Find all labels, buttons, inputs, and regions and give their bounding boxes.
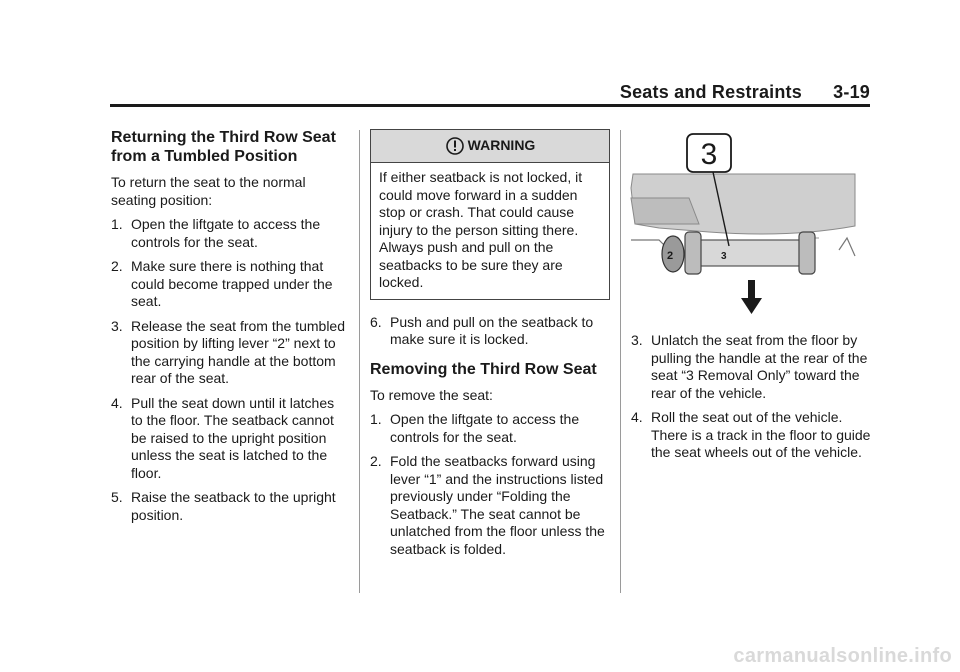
lever-2-label: 2 [667, 250, 674, 262]
warning-icon [445, 136, 465, 156]
column-1 [111, 128, 349, 531]
returning-seat-heading: Returning the Third Row Seat from a Tumbled Position [111, 129, 336, 165]
list-item: 4. Roll the seat out of the vehicle. There is a track in the floor to guide the seat wheels out of the vehicle. [631, 409, 871, 460]
list-item: 3. Release the seat from the tumbled position by lifting lever “2” next to the carrying handle at the bottom rear of the seat. [111, 317, 346, 386]
removing-seat-intro: To remove the seat: [370, 386, 493, 403]
column-3 [631, 128, 871, 469]
list-item: 4. Pull the seat down until it latches to the floor. The seatback cannot be raised to the upright position unless the seat is latched to the floor. [111, 394, 335, 481]
list-item: 1. Open the liftgate to access the controls for the seat. [111, 216, 321, 250]
warning-box [370, 129, 610, 300]
section-title: Seats and Restraints [619, 82, 802, 102]
warning-header [371, 130, 609, 163]
page-header [620, 82, 870, 103]
removing-seat-steps [370, 411, 610, 558]
returning-seat-steps [111, 216, 349, 524]
list-item: 5. Raise the seatback to the upright position. [111, 489, 336, 523]
seat-handle-diagram [629, 128, 857, 318]
header-rule [110, 104, 870, 107]
column-divider-1 [359, 130, 360, 593]
list-item: 3. Unlatch the seat from the floor by pulling the handle at the rear of the seat “3 Removal Only” toward the rear of the vehicle. [631, 332, 868, 401]
column-divider-2 [620, 130, 621, 593]
push-pull-step [370, 314, 610, 349]
warning-text: If either seatback is not locked, it could move forward in a sudden stop or crash. That could cause injury to the person sitting there. Always push and pull on the seatbacks to be sure they are locked. [379, 169, 583, 290]
list-item: 1. Open the liftgate to access the controls for the seat. [370, 411, 580, 445]
list-item: 6. Push and pull on the seatback to make sure it is locked. [370, 313, 594, 347]
callout-number: 3 [700, 138, 718, 171]
removal-steps-continued [631, 332, 871, 462]
handle-3-label: 3 [721, 251, 727, 262]
list-item: 2. Fold the seatbacks forward using lever “1” and the instructions listed previously under “Folding the Seatback.” The seat cannot be unlatched from the floor unless the seatback is folded. [370, 453, 605, 557]
returning-seat-intro: To return the seat to the normal seating position: [111, 174, 306, 208]
list-item: 2. Make sure there is nothing that could become trapped under the seat. [111, 258, 333, 309]
page-number: 3-19 [833, 82, 870, 102]
warning-title: WARNING [467, 137, 536, 154]
column-2 [370, 128, 610, 565]
removing-seat-heading: Removing the Third Row Seat [370, 360, 597, 378]
watermark: carmanualsonline.info [733, 645, 952, 667]
